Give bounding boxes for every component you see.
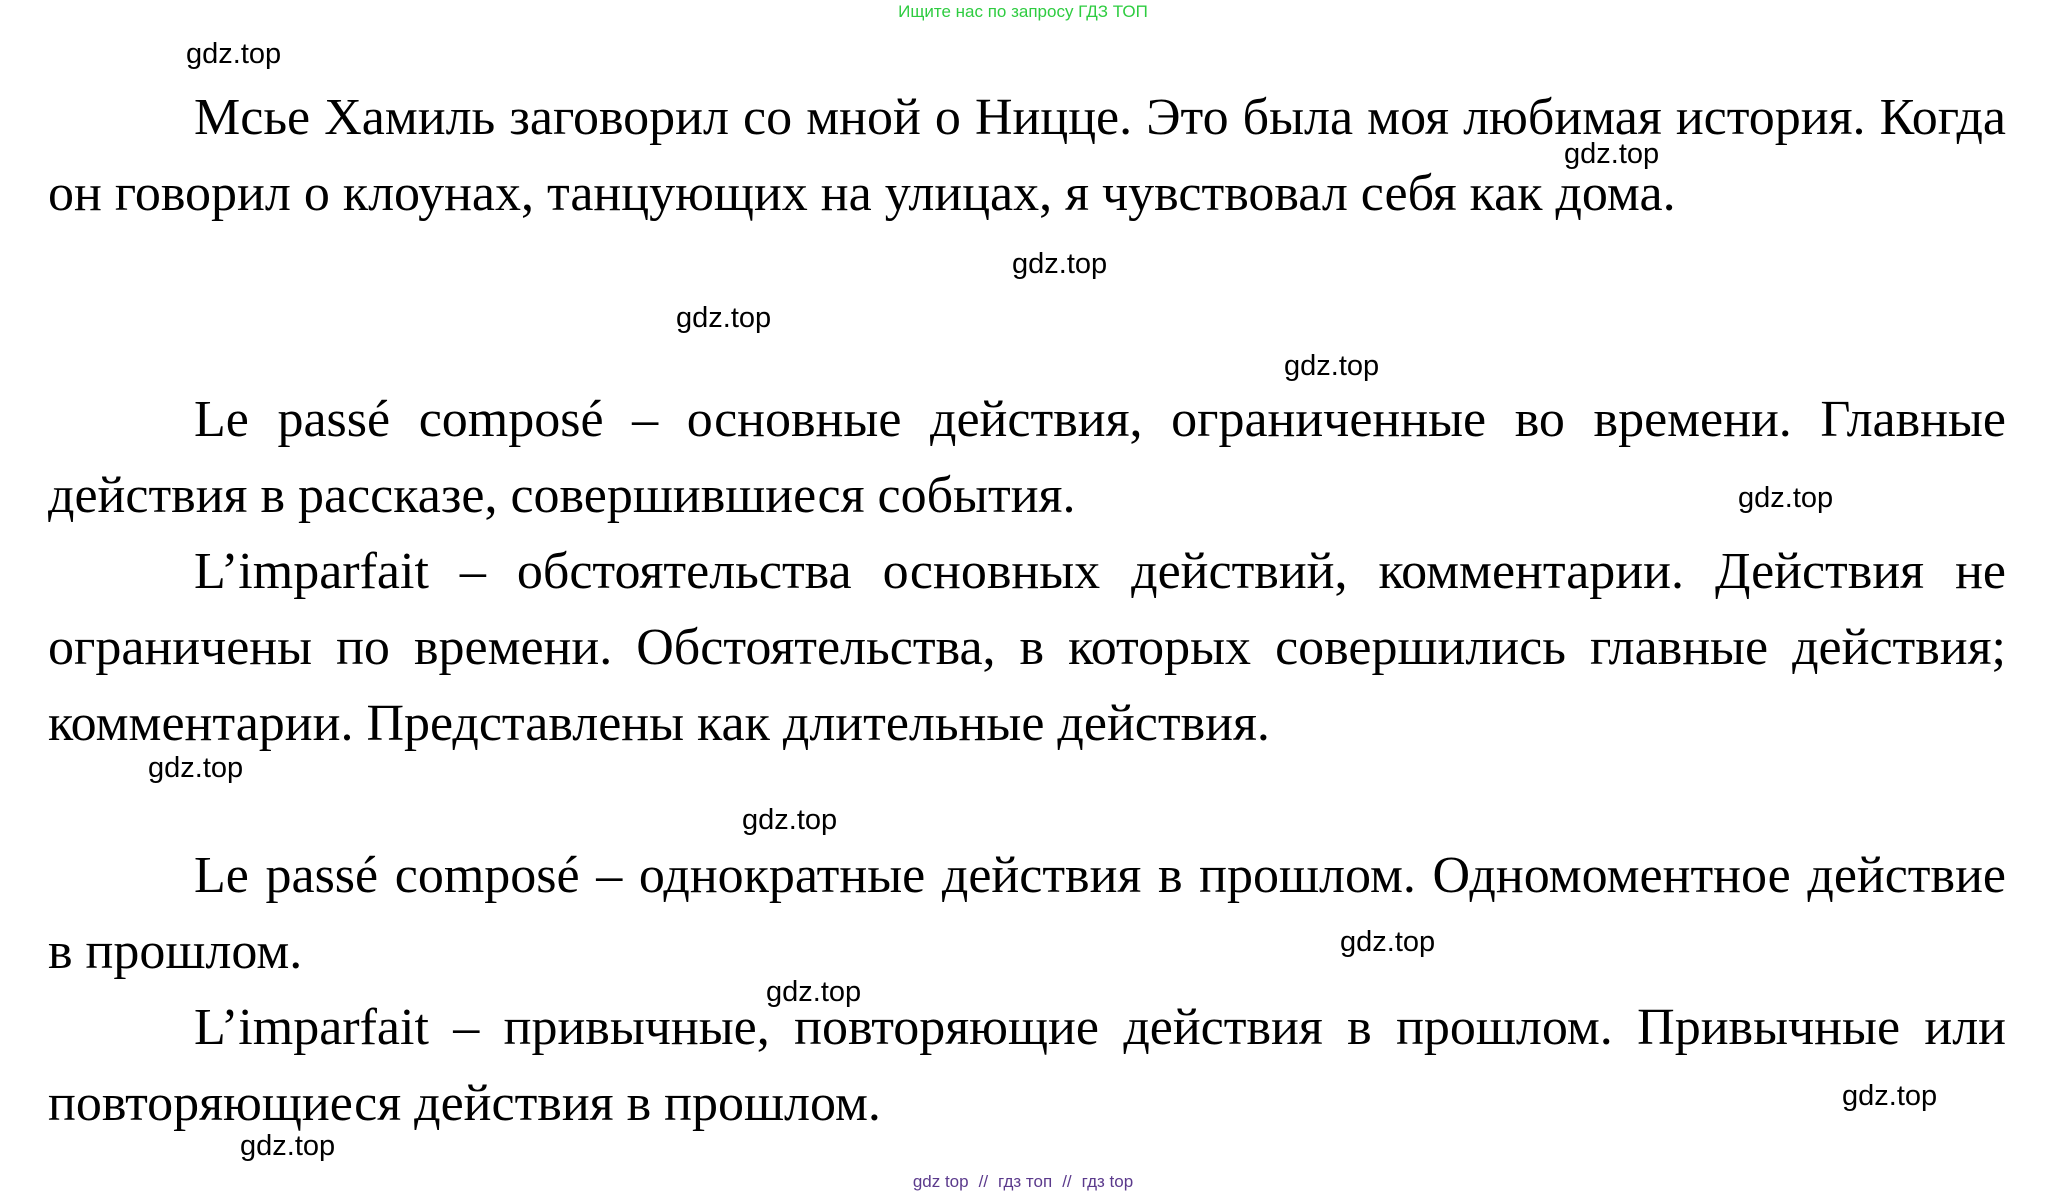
watermark: gdz.top (676, 302, 772, 334)
watermark: gdz.top (1564, 138, 1660, 170)
paragraph-1: Мсье Хамиль заговорил со мной о Ницце. Это была моя любимая история. Когда он говорил о клоунах, танцующих на улицах, я чувствовал себя как дома. (48, 89, 2006, 222)
watermark: gdz.top (186, 38, 282, 70)
footer-item: гдз топ (998, 1172, 1053, 1191)
footer-links (0, 1172, 2046, 1192)
watermark: gdz.top (742, 804, 838, 836)
watermark: gdz.top (1842, 1080, 1938, 1112)
paragraph-3: L’imparfait – обстоятельства основных действий, комментарии. Действия не ограничены по времени. Обстоятельства, в которых совершились главные действия; комментарии. Представлены как длительные действия. (48, 543, 2006, 752)
watermark: gdz.top (1738, 482, 1834, 514)
paragraph-5: L’imparfait – привычные, повторяющие действия в прошлом. Привычные или повторяющиеся действия в прошлом. (48, 999, 2006, 1132)
paragraph-2: Le passé composé – основные действия, ограниченные во времени. Главные действия в рассказе, совершившиеся события. (48, 391, 2006, 524)
watermark: gdz.top (1012, 248, 1108, 280)
top-banner: Ищите нас по запросу ГДЗ ТОП (898, 2, 1148, 21)
footer-separator: // (978, 1172, 989, 1191)
watermark: gdz.top (240, 1130, 336, 1162)
footer-separator: // (1062, 1172, 1072, 1191)
footer-item: gdz top (912, 1172, 969, 1191)
watermark: gdz.top (1284, 350, 1380, 382)
footer-item: гдз top (1081, 1172, 1134, 1191)
watermark: gdz.top (1340, 926, 1436, 958)
watermark: gdz.top (766, 976, 862, 1008)
paragraph-4: Le passé composé – однократные действия в прошлом. Одномоментное действие в прошлом. (48, 847, 2006, 980)
watermark: gdz.top (148, 752, 244, 784)
